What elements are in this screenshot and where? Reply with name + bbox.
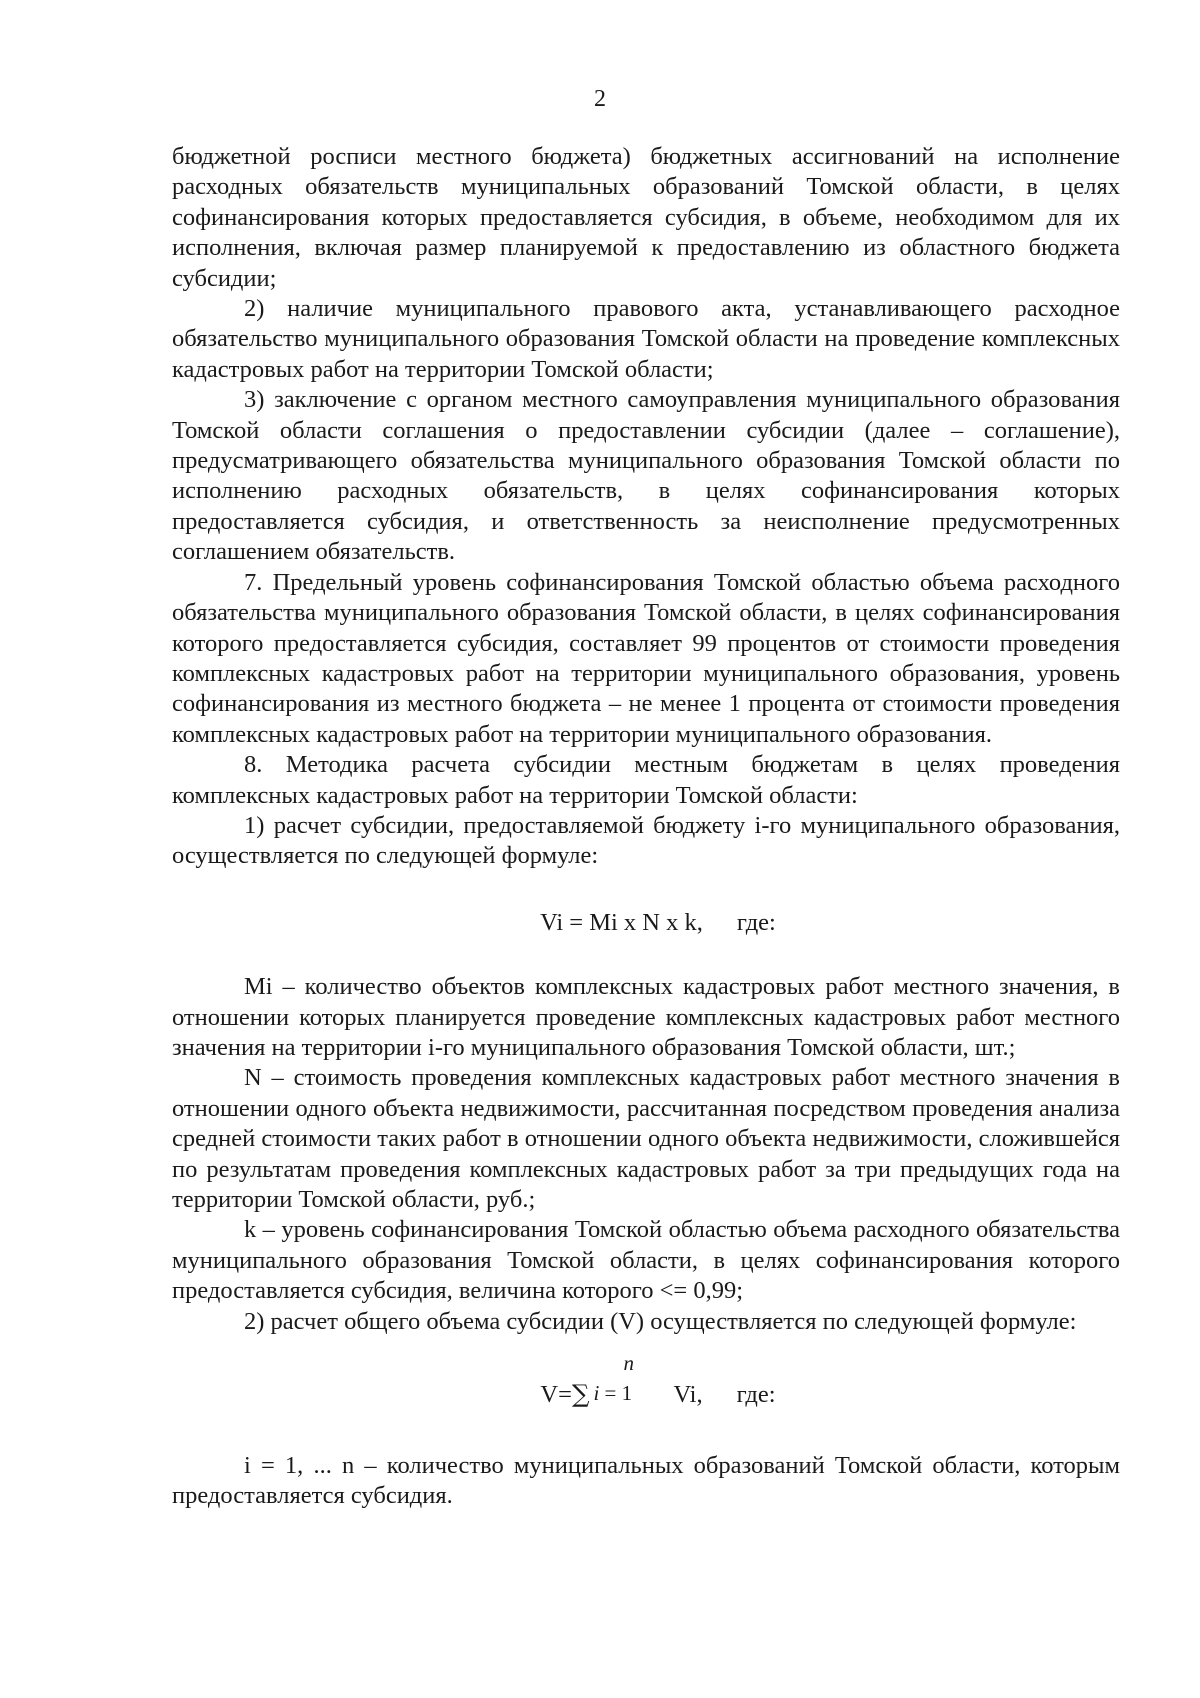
- text-block-after: [172, 1451, 1120, 1512]
- page-number: 2: [594, 86, 606, 112]
- paragraph: Mi – количество объектов комплексных кадастровых работ местного значения, в отношении которых планируется проведение комплексных кадастровых работ местного значения на территории i-го муниципального образования Томской области, шт.;: [172, 973, 1120, 1061]
- paragraph: 7. Предельный уровень софинансирования Томской областью объема расходного обязательства муниципального образования Томской области, в целях софинансирования которого предоставляется субсидия, составляет 99 процентов от стоимости проведения комплексных кадастровых работ на территории муниципального образования, уровень софинансирования из местного бюджета – не менее 1 процента от стоимости проведения комплексных кадастровых работ на территории муниципального образования.: [172, 568, 1120, 748]
- paragraph: 2) наличие муниципального правового акта, устанавливающего расходное обязательство муниципального образования Томской области на проведение комплексных кадастровых работ на территории Томской области;: [172, 295, 1120, 383]
- formula-2-suffix: где:: [736, 1381, 776, 1409]
- sum-lower-index: i: [593, 1381, 600, 1406]
- document-body: [172, 142, 1120, 1512]
- text-block-middle: [172, 972, 1120, 1337]
- paragraph: 1) расчет субсидии, предоставляемой бюджету i-го муниципального образования, осуществляется по следующей формуле:: [172, 811, 1120, 870]
- formula-2-lhs: V=: [540, 1381, 572, 1409]
- paragraph: 8. Методика расчета субсидии местным бюджетам в целях проведения комплексных кадастровых работ на территории Томской области:: [172, 751, 1120, 809]
- paragraph: i = 1, ... n – количество муниципальных образований Томской области, которым предоставляется субсидия.: [172, 1452, 1120, 1510]
- sum-lower-value: = 1: [599, 1381, 633, 1406]
- formula-total-subsidy: [172, 1351, 1120, 1417]
- sum-upper-limit: n: [623, 1351, 634, 1376]
- formula-1-expression: Vi = Mi x N x k,: [540, 908, 703, 936]
- sum-lower-limit: [593, 1382, 632, 1404]
- sum-operator: ∑: [571, 1379, 590, 1409]
- paragraph: бюджетной росписи местного бюджета) бюджетных ассигнований на исполнение расходных обязательств муниципальных образований Томской области, в целях софинансирования которых предоставляется субсидия, в объеме, необходимом для их исполнения, включая размер планируемой к предоставлению из областного бюджета субсидии;: [172, 143, 1120, 292]
- formula-1-suffix: где:: [736, 908, 776, 936]
- text-block-before: [172, 142, 1120, 872]
- paragraph: N – стоимость проведения комплексных кадастровых работ местного значения в отношении одного объекта недвижимости, рассчитанная посредством проведения анализа средней стоимости таких работ в отношении одного объекта недвижимости, сложившейся по результатам проведения комплексных кадастровых работ за три предыдущих года на территории Томской области, руб.;: [172, 1064, 1120, 1213]
- paragraph: 2) расчет общего объема субсидии (V) осуществляется по следующей формуле:: [244, 1307, 1077, 1335]
- formula-2-term: Vi,: [673, 1381, 703, 1409]
- paragraph: k – уровень софинансирования Томской областью объема расходного обязательства муниципального образования Томской области, в целях софинансирования которого предоставляется субсидия, величина которого <= 0,99;: [172, 1216, 1120, 1305]
- sum-limits: [589, 1351, 673, 1412]
- paragraph: 3) заключение с органом местного самоуправления муниципального образования Томской области соглашения о предоставлении субсидии (далее – соглашение), предусматривающего обязательства муниципального образования Томской области по исполнению расходных обязательств, в целях софинансирования которых предоставляется субсидия, и ответственность за неисполнение предусмотренных соглашением обязательств.: [172, 386, 1120, 566]
- formula-subsidy-per-municipality: [172, 908, 1120, 938]
